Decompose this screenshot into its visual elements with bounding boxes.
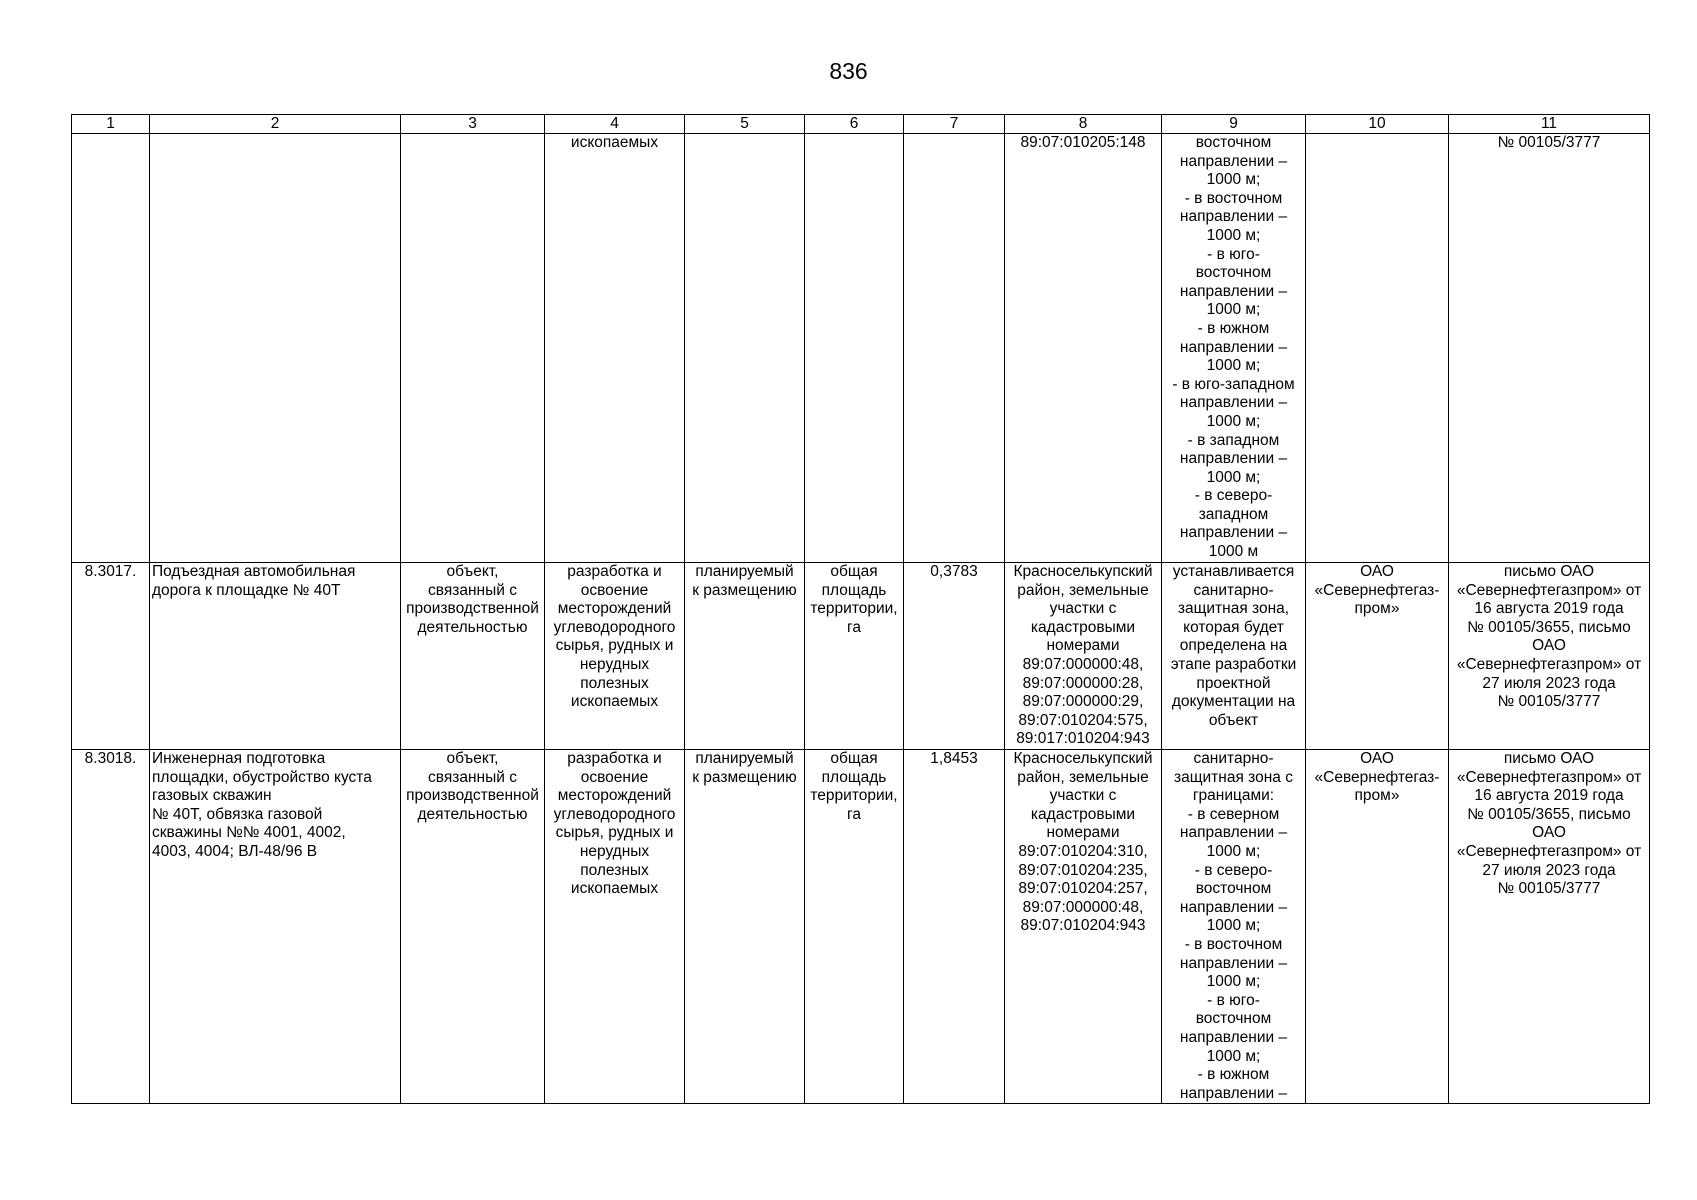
cell-status xyxy=(685,134,805,563)
cell-area xyxy=(904,134,1005,563)
cell-zone: санитарно- защитная зона с границами: - в северном направлении – 1000 м; - в северо- восточном направлении – 1000 м; - в восточном направлении – 1000 м; - в юго- восточном направлении – 1000 м; - в южном направлении – xyxy=(1162,750,1306,1104)
column-header: 4 xyxy=(545,115,685,134)
cell-status: планируемый к размещению xyxy=(685,563,805,750)
cell-object-name: Подъездная автомобильная дорога к площадке № 40Т xyxy=(150,563,401,750)
column-header: 11 xyxy=(1449,115,1650,134)
column-header: 7 xyxy=(904,115,1005,134)
cell-object-type: объект, связанный с производственной деятельностью xyxy=(401,563,545,750)
cell-organization: ОАО «Севернефтегаз- пром» xyxy=(1306,750,1449,1104)
cell-location: Красноселькупский район, земельные участки с кадастровыми номерами 89:07:000000:48, 89:07:000000:28, 89:07:000000:29, 89:07:010204:575, 89:017:010204:943 xyxy=(1005,563,1162,750)
cell-status: планируемый к размещению xyxy=(685,750,805,1104)
cell-reference: письмо ОАО «Севернефтегазпром» от 16 августа 2019 года № 00105/3655, письмо ОАО «Севернефтегазпром» от 27 июля 2023 года № 00105/3777 xyxy=(1449,563,1650,750)
cell-location: Красноселькупский район, земельные участки с кадастровыми номерами 89:07:010204:310, 89:07:010204:235, 89:07:010204:257, 89:07:000000:48, 89:07:010204:943 xyxy=(1005,750,1162,1104)
cell-object-name xyxy=(150,134,401,563)
cell-number: 8.3018. xyxy=(72,750,150,1104)
cell-purpose: разработка и освоение месторождений углеводородного сырья, рудных и нерудных полезных ископаемых xyxy=(545,750,685,1104)
cell-organization xyxy=(1306,134,1449,563)
table-row xyxy=(72,134,1650,563)
cell-number: 8.3017. xyxy=(72,563,150,750)
table-row xyxy=(72,750,1650,1104)
column-header: 1 xyxy=(72,115,150,134)
table-header-row xyxy=(72,115,1650,134)
cell-reference: письмо ОАО «Севернефтегазпром» от 16 августа 2019 года № 00105/3655, письмо ОАО «Севернефтегазпром» от 27 июля 2023 года № 00105/3777 xyxy=(1449,750,1650,1104)
cell-characteristic xyxy=(805,134,904,563)
column-header: 5 xyxy=(685,115,805,134)
cell-area: 0,3783 xyxy=(904,563,1005,750)
cell-object-name: Инженерная подготовка площадки, обустройство куста газовых скважин № 40Т, обвязка газовой скважины №№ 4001, 4002, 4003, 4004; ВЛ-48/96 В xyxy=(150,750,401,1104)
column-header: 6 xyxy=(805,115,904,134)
register-table xyxy=(71,114,1650,1104)
cell-zone: восточном направлении – 1000 м; - в восточном направлении – 1000 м; - в юго- восточном направлении – 1000 м; - в южном направлении – 1000 м; - в юго-западном направлении – 1000 м; - в западном направлении – 1000 м; - в северо- западном направлении – 1000 м xyxy=(1162,134,1306,563)
column-header: 8 xyxy=(1005,115,1162,134)
page-number: 836 xyxy=(829,58,868,84)
cell-zone: устанавливается санитарно- защитная зона, которая будет определена на этапе разработки проектной документации на объект xyxy=(1162,563,1306,750)
cell-purpose: ископаемых xyxy=(545,134,685,563)
table-row xyxy=(72,563,1650,750)
cell-characteristic: общая площадь территории, га xyxy=(805,563,904,750)
cell-purpose: разработка и освоение месторождений углеводородного сырья, рудных и нерудных полезных ископаемых xyxy=(545,563,685,750)
cell-number xyxy=(72,134,150,563)
column-header: 2 xyxy=(150,115,401,134)
cell-characteristic: общая площадь территории, га xyxy=(805,750,904,1104)
column-header: 9 xyxy=(1162,115,1306,134)
cell-object-type: объект, связанный с производственной деятельностью xyxy=(401,750,545,1104)
cell-area: 1,8453 xyxy=(904,750,1005,1104)
column-header: 10 xyxy=(1306,115,1449,134)
cell-location: 89:07:010205:148 xyxy=(1005,134,1162,563)
column-header: 3 xyxy=(401,115,545,134)
cell-object-type xyxy=(401,134,545,563)
cell-organization: ОАО «Севернефтегаз- пром» xyxy=(1306,563,1449,750)
cell-reference: № 00105/3777 xyxy=(1449,134,1650,563)
